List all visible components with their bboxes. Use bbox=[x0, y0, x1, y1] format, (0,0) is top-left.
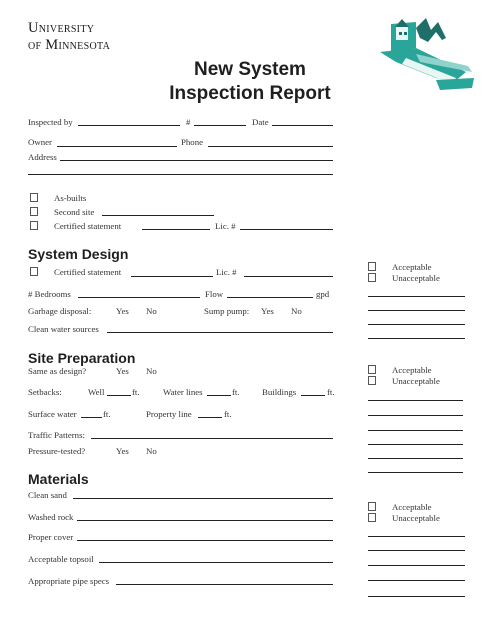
buildings-ft: ft. bbox=[327, 387, 335, 397]
number-label: # bbox=[186, 117, 191, 127]
inspected-by-label: Inspected by bbox=[28, 117, 73, 127]
garbage-no-option[interactable]: No bbox=[146, 306, 157, 316]
number-field[interactable] bbox=[194, 125, 246, 126]
well-ft: ft. bbox=[132, 387, 140, 397]
setbacks-label: Setbacks: bbox=[28, 387, 62, 397]
phone-field[interactable] bbox=[208, 146, 333, 147]
second-site-item[interactable] bbox=[30, 207, 94, 218]
certified-statement-item[interactable] bbox=[30, 221, 121, 232]
traffic-patterns-field[interactable] bbox=[91, 438, 333, 439]
sd-certified-item[interactable] bbox=[30, 267, 121, 278]
acceptable-topsoil-field[interactable] bbox=[99, 562, 333, 563]
sp-notes-line[interactable] bbox=[368, 444, 463, 445]
mat-unacceptable-option[interactable] bbox=[368, 513, 440, 524]
mat-notes-line[interactable] bbox=[368, 536, 465, 537]
property-line-field[interactable] bbox=[198, 417, 222, 418]
second-site-label: Second site bbox=[54, 207, 95, 217]
traffic-patterns-label: Traffic Patterns: bbox=[28, 430, 85, 440]
same-as-design-label: Same as design? bbox=[28, 366, 87, 376]
buildings-label: Buildings bbox=[262, 387, 297, 397]
mat-notes-line[interactable] bbox=[368, 580, 465, 581]
proper-cover-field[interactable] bbox=[77, 540, 333, 541]
sp-notes-line[interactable] bbox=[368, 472, 463, 473]
sp-acceptable-option[interactable] bbox=[368, 365, 432, 376]
bedrooms-field[interactable] bbox=[78, 297, 200, 298]
sump-no-option[interactable]: No bbox=[291, 306, 302, 316]
checkbox-icon[interactable] bbox=[368, 376, 376, 385]
acceptable-topsoil-label: Acceptable topsoil bbox=[28, 554, 94, 564]
title-line2: Inspection Report bbox=[169, 83, 331, 104]
checkbox-icon[interactable] bbox=[30, 207, 38, 216]
mat-notes-line[interactable] bbox=[368, 550, 465, 551]
surface-water-field[interactable] bbox=[81, 417, 102, 418]
sd-notes-line[interactable] bbox=[368, 324, 465, 325]
mat-notes-line[interactable] bbox=[368, 565, 465, 566]
house-landscape-logo bbox=[376, 18, 476, 98]
buildings-field[interactable] bbox=[301, 395, 325, 396]
clean-sand-label: Clean sand bbox=[28, 490, 67, 500]
flow-label: Flow bbox=[205, 289, 224, 299]
university-line2: of Minnesota bbox=[28, 37, 111, 53]
well-label: Well bbox=[88, 387, 105, 397]
materials-heading: Materials bbox=[28, 471, 89, 487]
sd-lic-label: Lic. # bbox=[216, 267, 237, 277]
second-site-field[interactable] bbox=[102, 215, 214, 216]
clean-sand-field[interactable] bbox=[73, 498, 333, 499]
site-preparation-heading: Site Preparation bbox=[28, 350, 136, 366]
checkbox-icon[interactable] bbox=[368, 513, 376, 522]
sp-notes-line[interactable] bbox=[368, 430, 463, 431]
date-field[interactable] bbox=[272, 125, 333, 126]
checkbox-icon[interactable] bbox=[30, 267, 38, 276]
checkbox-icon[interactable] bbox=[368, 365, 376, 374]
pipe-specs-label: Appropriate pipe specs bbox=[28, 576, 110, 586]
same-no-option[interactable]: No bbox=[146, 366, 157, 376]
lic-label: Lic. # bbox=[215, 221, 236, 231]
checkbox-icon[interactable] bbox=[30, 221, 38, 230]
university-line1: University bbox=[28, 20, 95, 36]
gpd-label: gpd bbox=[316, 289, 330, 299]
washed-rock-label: Washed rock bbox=[28, 512, 74, 522]
as-builts-item[interactable] bbox=[30, 193, 86, 204]
system-design-heading: System Design bbox=[28, 246, 129, 262]
water-lines-field[interactable] bbox=[207, 395, 231, 396]
sp-unacceptable-label: Unacceptable bbox=[392, 376, 440, 386]
washed-rock-field[interactable] bbox=[77, 520, 333, 521]
property-line-label: Property line bbox=[146, 409, 192, 419]
certified-statement-field[interactable] bbox=[142, 229, 210, 230]
sp-notes-line[interactable] bbox=[368, 400, 463, 401]
surface-water-ft: ft. bbox=[103, 409, 111, 419]
university-name bbox=[28, 20, 110, 54]
address-field-line2[interactable] bbox=[28, 174, 333, 175]
page-title bbox=[150, 58, 350, 106]
garbage-yes-option[interactable]: Yes bbox=[116, 306, 129, 316]
sump-pump-label: Sump pump: bbox=[204, 306, 250, 316]
sd-lic-field[interactable] bbox=[244, 276, 333, 277]
water-lines-ft: ft. bbox=[232, 387, 240, 397]
checkbox-icon[interactable] bbox=[368, 273, 376, 282]
title-line1: New System bbox=[194, 59, 306, 80]
clean-water-field[interactable] bbox=[107, 332, 333, 333]
mat-notes-line[interactable] bbox=[368, 596, 465, 597]
sd-unacceptable-label: Unacceptable bbox=[392, 273, 440, 283]
garbage-disposal-label: Garbage disposal: bbox=[28, 306, 92, 316]
pressure-tested-label: Pressure-tested? bbox=[28, 446, 86, 456]
water-lines-label: Water lines bbox=[163, 387, 203, 397]
mat-unacceptable-label: Unacceptable bbox=[392, 513, 440, 523]
sump-yes-option[interactable]: Yes bbox=[261, 306, 274, 316]
pressure-yes-option[interactable]: Yes bbox=[116, 446, 129, 456]
phone-label: Phone bbox=[181, 137, 203, 147]
as-builts-label: As-builts bbox=[54, 193, 87, 203]
sd-certified-label: Certified statement bbox=[54, 267, 122, 277]
owner-label: Owner bbox=[28, 137, 52, 147]
owner-field[interactable] bbox=[57, 146, 177, 147]
sp-notes-line[interactable] bbox=[368, 458, 463, 459]
same-yes-option[interactable]: Yes bbox=[116, 366, 129, 376]
well-field[interactable] bbox=[107, 395, 131, 396]
sd-certified-field[interactable] bbox=[131, 276, 213, 277]
surface-water-label: Surface water bbox=[28, 409, 77, 419]
checkbox-icon[interactable] bbox=[30, 193, 38, 202]
mat-acceptable-option[interactable] bbox=[368, 502, 432, 513]
pipe-specs-field[interactable] bbox=[116, 584, 333, 585]
inspected-by-field[interactable] bbox=[78, 125, 180, 126]
pressure-no-option[interactable]: No bbox=[146, 446, 157, 456]
certified-statement-label: Certified statement bbox=[54, 221, 122, 231]
sp-acceptable-label: Acceptable bbox=[392, 365, 432, 375]
flow-field[interactable] bbox=[227, 297, 313, 298]
clean-water-label: Clean water sources bbox=[28, 324, 99, 334]
proper-cover-label: Proper cover bbox=[28, 532, 74, 542]
property-line-ft: ft. bbox=[224, 409, 232, 419]
sd-notes-line[interactable] bbox=[368, 338, 465, 339]
bedrooms-label: # Bedrooms bbox=[28, 289, 71, 299]
date-label: Date bbox=[252, 117, 269, 127]
sp-notes-line[interactable] bbox=[368, 415, 463, 416]
sd-unacceptable-option[interactable] bbox=[368, 273, 440, 284]
checkbox-icon[interactable] bbox=[368, 502, 376, 511]
lic-field[interactable] bbox=[240, 229, 333, 230]
sd-acceptable-label: Acceptable bbox=[392, 262, 432, 272]
sp-unacceptable-option[interactable] bbox=[368, 376, 440, 387]
address-field[interactable] bbox=[60, 160, 333, 161]
sd-notes-line[interactable] bbox=[368, 310, 465, 311]
mat-acceptable-label: Acceptable bbox=[392, 502, 432, 512]
checkbox-icon[interactable] bbox=[368, 262, 376, 271]
sd-acceptable-option[interactable] bbox=[368, 262, 432, 273]
sd-notes-line[interactable] bbox=[368, 296, 465, 297]
address-label: Address bbox=[28, 152, 57, 162]
